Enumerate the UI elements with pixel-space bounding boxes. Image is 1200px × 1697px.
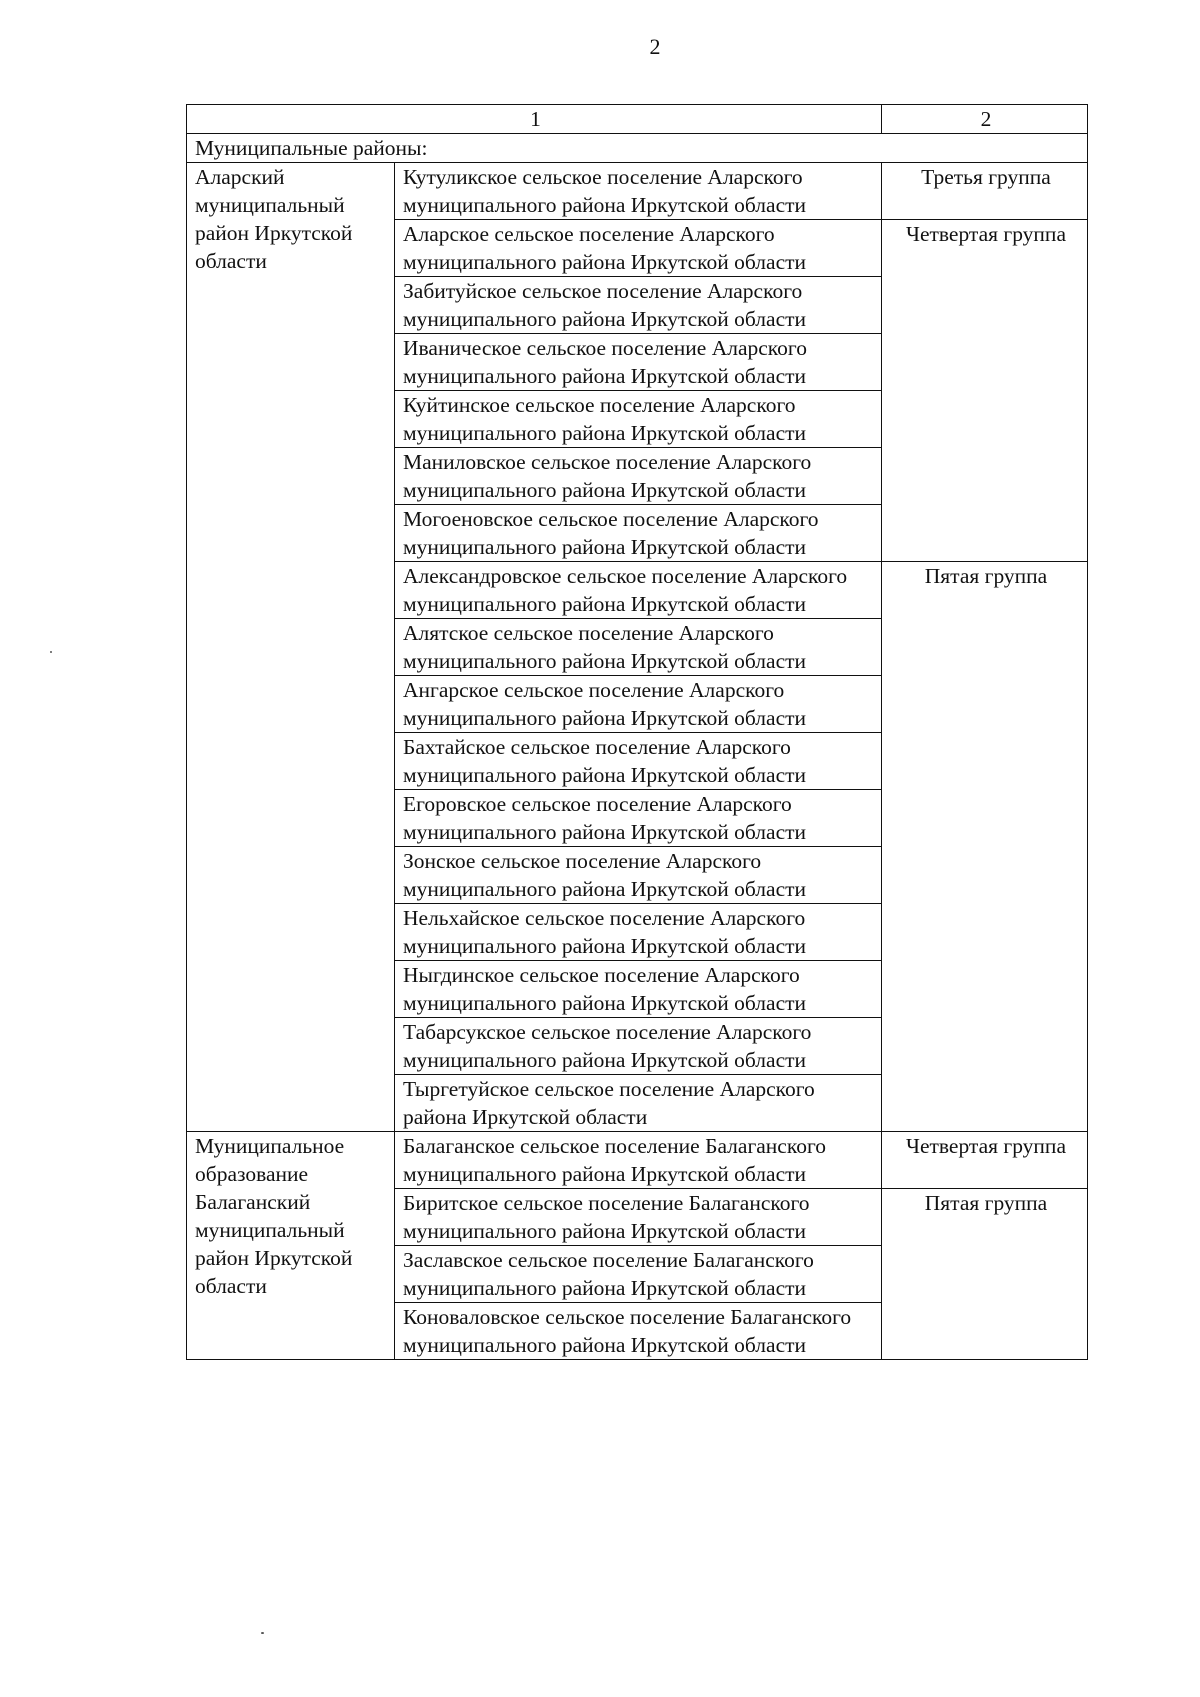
settlement-name: Балаганское сельское поселение Балаганского муниципального района Иркутской области — [395, 1132, 882, 1189]
settlement-name: Забитуйское сельское поселение Аларского муниципального района Иркутской области — [395, 277, 882, 334]
table-row — [187, 1132, 1088, 1189]
settlement-name: Ныгдинское сельское поселение Аларского муниципального района Иркутской области — [395, 961, 882, 1018]
settlement-name: Александровское сельское поселение Аларского муниципального района Иркутской области — [395, 562, 882, 619]
settlement-name: Куйтинское сельское поселение Аларского муниципального района Иркутской области — [395, 391, 882, 448]
settlement-name: Ангарское сельское поселение Аларского муниципального района Иркутской области — [395, 676, 882, 733]
page-number: 2 — [649, 34, 661, 59]
settlement-name: Бахтайское сельское поселение Аларского муниципального района Иркутской области — [395, 733, 882, 790]
settlement-name: Аларское сельское поселение Аларского муниципального района Иркутской области — [395, 220, 882, 277]
settlement-name: Могоеновское сельское поселение Аларского муниципального района Иркутской области — [395, 505, 882, 562]
group-label: Пятая группа — [882, 1189, 1088, 1360]
settlement-name: Тыргетуйское сельское поселение Аларского района Иркутской области — [395, 1075, 882, 1132]
district-name: Муниципальное образование Балаганский муниципальный район Иркутской области — [187, 1132, 395, 1360]
section-row — [187, 134, 1088, 163]
settlement-name: Биритское сельское поселение Балаганского муниципального района Иркутской области — [395, 1189, 882, 1246]
settlement-name: Иваническое сельское поселение Аларского муниципального района Иркутской области — [395, 334, 882, 391]
settlement-name: Коноваловское сельское поселение Балаганского муниципального района Иркутской области — [395, 1303, 882, 1360]
group-label: Третья группа — [882, 163, 1088, 220]
group-label: Четвертая группа — [882, 220, 1088, 562]
scan-speck — [50, 651, 52, 653]
settlement-name: Зонское сельское поселение Аларского муниципального района Иркутской области — [395, 847, 882, 904]
settlement-name: Кутуликское сельское поселение Аларского муниципального района Иркутской области — [395, 163, 882, 220]
group-label: Четвертая группа — [882, 1132, 1088, 1189]
settlement-groups-table — [186, 104, 1088, 1360]
group-label: Пятая группа — [882, 562, 1088, 1132]
column-header-1: 1 — [187, 105, 882, 134]
scan-speck — [261, 1632, 264, 1634]
column-header-2: 2 — [882, 105, 1088, 134]
district-name: Аларский муниципальный район Иркутской области — [187, 163, 395, 1132]
column-header-row — [187, 105, 1088, 134]
table-row — [187, 163, 1088, 220]
settlement-name: Табарсукское сельское поселение Аларского муниципального района Иркутской области — [395, 1018, 882, 1075]
settlement-name: Нельхайское сельское поселение Аларского муниципального района Иркутской области — [395, 904, 882, 961]
settlement-name: Заславское сельское поселение Балаганского муниципального района Иркутской области — [395, 1246, 882, 1303]
settlement-name: Маниловское сельское поселение Аларского муниципального района Иркутской области — [395, 448, 882, 505]
section-title: Муниципальные районы: — [187, 134, 1088, 163]
settlement-name: Егоровское сельское поселение Аларского муниципального района Иркутской области — [395, 790, 882, 847]
settlement-name: Алятское сельское поселение Аларского муниципального района Иркутской области — [395, 619, 882, 676]
